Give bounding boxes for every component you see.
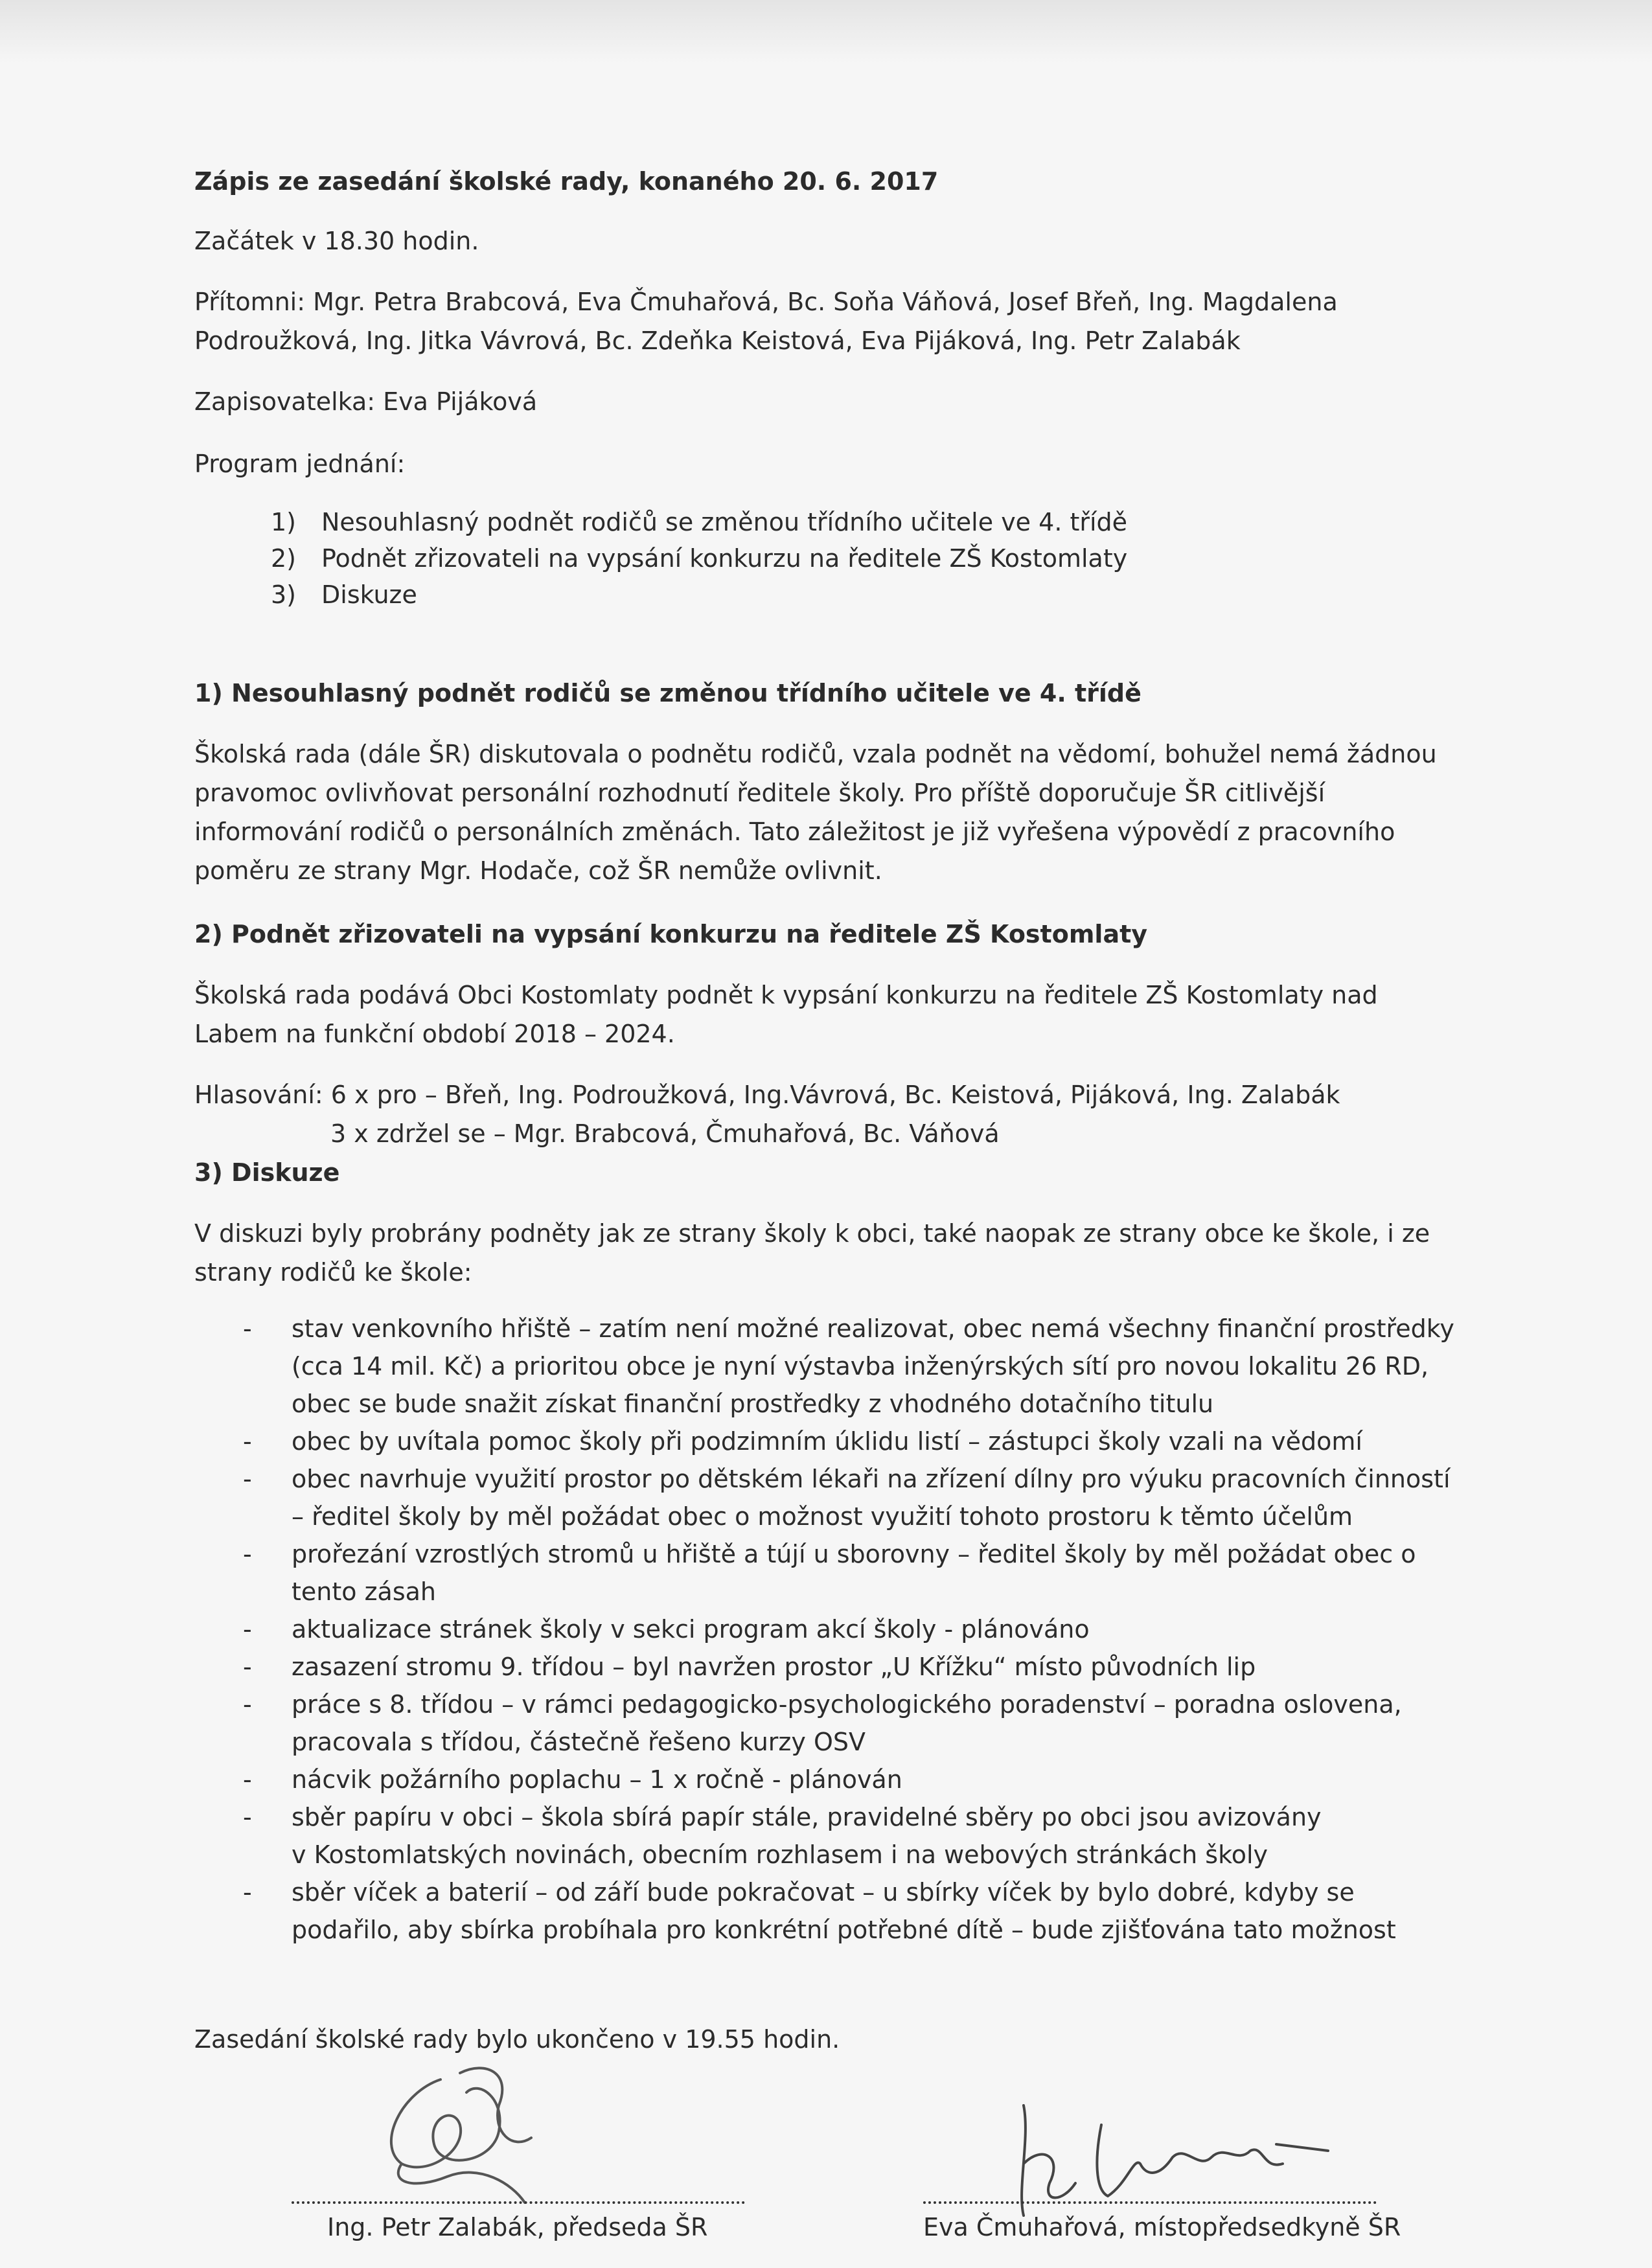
program-list [271, 504, 1127, 613]
discussion-list [243, 1310, 1454, 1949]
discussion-item: - obec navrhuje využití prostor po dětském lékaři na zřízení dílny pro výuku pracovních činností – ředitel školy by měl požádat obec o možnost využití tohoto prostoru k těmto účelům [243, 1465, 1451, 1531]
section-3-intro: V diskuzi byly probrány podněty jak ze strany školy k obci, také naopak ze strany obce ke škole, i ze strany rodičů ke škole: [194, 1219, 1430, 1287]
attendees-line-2: Podroužková, Ing. Jitka Vávrová, Bc. Zdeňka Keistová, Eva Pijáková, Ing. Petr Zalabák [194, 326, 1241, 355]
section-3-heading: 3) Diskuze [194, 1158, 340, 1187]
recorder: Zapisovatelka: Eva Pijáková [194, 387, 538, 416]
signature-line [923, 2201, 1377, 2204]
vote-line-1: Hlasování: 6 x pro – Břeň, Ing. Podroužková, Ing.Vávrová, Bc. Keistová, Pijáková, Ing. Zalabák [194, 1081, 1340, 1109]
section-2-body: Školská rada podává Obci Kostomlaty podnět k vypsání konkurzu na ředitele ZŠ Kostomlaty nad Labem na funkční období 2018 – 2024. [194, 981, 1378, 1048]
discussion-item: - prořezání vzrostlých stromů u hřiště a tújí u sborovny – ředitel školy by měl požádat obec o tento zásah [243, 1540, 1416, 1606]
section-1-heading: 1) Nesouhlasný podnět rodičů se změnou třídního učitele ve 4. třídě [194, 679, 1141, 707]
signature-right-name: Eva Čmuhařová, místopředsedkyně ŠR [923, 2213, 1401, 2241]
start-time: Začátek v 18.30 hodin. [194, 227, 479, 255]
program-item: 3) Diskuze [271, 580, 417, 609]
signature-line [292, 2201, 745, 2204]
program-heading: Program jednání: [194, 450, 406, 478]
program-item: 1) Nesouhlasný podnět rodičů se změnou třídního učitele ve 4. třídě [271, 508, 1128, 536]
discussion-item: - stav venkovního hřiště – zatím není možné realizovat, obec nemá všechny finanční prostředky (cca 14 mil. Kč) a prioritou obce je nyní výstavba inženýrských sítí pro novou lokalitu 26 RD, obec se bude snažit získat finanční prostředky z vhodného dotačního titulu [243, 1314, 1454, 1418]
section-2-heading: 2) Podnět zřizovateli na vypsání konkurzu na ředitele ZŠ Kostomlaty [194, 920, 1148, 948]
attendees-line-1: Přítomni: Mgr. Petra Brabcová, Eva Čmuhařová, Bc. Soňa Váňová, Josef Břeň, Ing. Magdalena [194, 288, 1338, 316]
closing-line: Zasedání školské rady bylo ukončeno v 19.55 hodin. [194, 2025, 840, 2054]
discussion-item: - zasazení stromu 9. třídou – byl navržen prostor „U Křížku“ místo původních lip [243, 1653, 1256, 1681]
vote-line-2: 3 x zdržel se – Mgr. Brabcová, Čmuhařová, Bc. Váňová [330, 1119, 1000, 1148]
discussion-item: - práce s 8. třídou – v rámci pedagogicko-psychologického poradenství – poradna oslovena, pracovala s třídou, částečně řešeno kurzy OSV [243, 1690, 1402, 1756]
signature-left-name: Ing. Petr Zalabák, předseda ŠR [327, 2213, 708, 2241]
discussion-item: - obec by uvítala pomoc školy při podzimním úklidu listí – zástupci školy vzali na vědomí [243, 1427, 1362, 1456]
signature-left-graphic [363, 2054, 577, 2222]
discussion-item: - nácvik požárního poplachu – 1 x ročně - plánován [243, 1765, 902, 1794]
signature-left [292, 2201, 745, 2241]
document-title: Zápis ze zasedání školské rady, konaného 20. 6. 2017 [194, 167, 939, 196]
discussion-item: - sběr víček a baterií – od září bude pokračovat – u sbírky víček by bylo dobré, kdyby se podařilo, aby sbírka probíhala pro konkrétní potřebné dítě – bude zjišťována tato možnost [243, 1878, 1396, 1944]
signature-right [923, 2201, 1401, 2241]
discussion-item: - aktualizace stránek školy v sekci program akcí školy - plánováno [243, 1615, 1090, 1644]
program-item: 2) Podnět zřizovateli na vypsání konkurzu na ředitele ZŠ Kostomlaty [271, 544, 1128, 573]
signature-right-graphic [1004, 2086, 1341, 2228]
scan-edge [0, 0, 1652, 91]
section-1-body: Školská rada (dále ŠR) diskutovala o podnětu rodičů, vzala podnět na vědomí, bohužel nemá žádnou pravomoc ovlivňovat personální rozhodnutí ředitele školy. Pro příště doporučuje ŠR citlivější informování rodičů o personálních změnách. Tato záležitost je již vyřešena výpovědí z pracovního poměru ze strany Mgr. Hodače, což ŠR nemůže ovlivnit. [194, 740, 1437, 885]
discussion-item: - sběr papíru v obci – škola sbírá papír stále, pravidelné sběry po obci jsou avizovány v Kostomlatských novinách, obecním rozhlasem i na webových stránkách školy [243, 1803, 1322, 1869]
